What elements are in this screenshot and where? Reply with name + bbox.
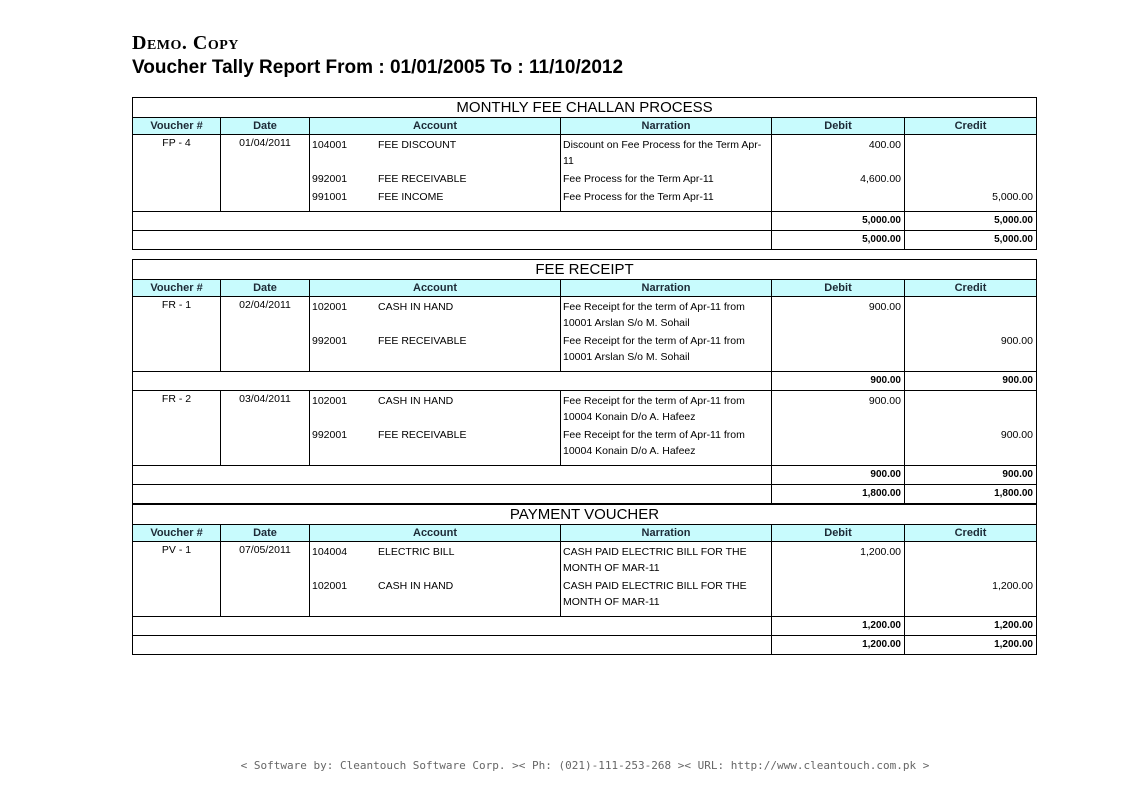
account-cell (310, 427, 560, 461)
total-spacer (133, 485, 772, 503)
account-cell (310, 393, 560, 427)
account-name: FEE RECEIVABLE (378, 429, 467, 441)
voucher-total-row (133, 617, 1036, 636)
column-header: Debit (772, 525, 905, 542)
debit-cell: 400.00 (868, 139, 901, 151)
column-header: Credit (905, 118, 1036, 135)
debit-cell (772, 333, 904, 367)
software-footer: < Software by: Cleantouch Software Corp. >< Ph: (021)-111-253-268 >< URL: http://www.cleantouch.com.pk > (240, 759, 930, 772)
credit-column (905, 297, 1036, 371)
account-column (310, 297, 561, 371)
voucher-total-debit: 1,200.00 (772, 617, 905, 635)
debit-cell (772, 578, 904, 612)
account-name: FEE INCOME (378, 191, 444, 203)
column-header: Credit (905, 280, 1036, 297)
account-code: 104001 (312, 139, 348, 151)
total-spacer (133, 466, 772, 484)
credit-cell (905, 171, 1036, 189)
section-total-credit: 1,800.00 (994, 488, 1033, 499)
column-header: Account (310, 525, 561, 542)
column-header-row (133, 118, 1036, 135)
debit-cell (772, 189, 904, 207)
account-cell (310, 544, 560, 578)
voucher-total-credit: 1,200.00 (994, 620, 1033, 631)
column-header: Date (221, 118, 310, 135)
column-header: Debit (772, 118, 905, 135)
voucher-row (133, 135, 1036, 212)
debit-cell (772, 427, 904, 461)
narration-cell: CASH PAID ELECTRIC BILL FOR THE MONTH OF MAR-11 (563, 580, 747, 608)
account-cell (310, 189, 560, 207)
account-name: CASH IN HAND (378, 301, 454, 313)
credit-cell (905, 299, 1036, 333)
account-cell (310, 171, 560, 189)
account-code: 992001 (312, 173, 348, 185)
column-header: Narration (561, 118, 772, 135)
column-header: Voucher # (133, 118, 221, 135)
total-spacer (133, 617, 772, 635)
voucher-number: FR - 1 (133, 297, 221, 371)
section-total-debit: 5,000.00 (772, 231, 905, 249)
column-header: Debit (772, 280, 905, 297)
debit-cell: 900.00 (868, 301, 901, 313)
account-code: 104004 (312, 546, 348, 558)
voucher-number: FR - 2 (133, 391, 221, 465)
total-spacer (133, 636, 772, 654)
voucher-total-row (133, 466, 1036, 485)
section-total-debit: 1,200.00 (772, 636, 905, 654)
section-total-row (133, 636, 1036, 654)
section-title: FEE RECEIPT (133, 260, 1036, 280)
narration-cell: Fee Receipt for the term of Apr-11 from 10001 Arslan S/o M. Sohail (563, 335, 745, 363)
narration-cell: Fee Receipt for the term of Apr-11 from 10001 Arslan S/o M. Sohail (563, 301, 745, 329)
debit-column (772, 542, 905, 616)
narration-column (561, 391, 772, 465)
account-code: 102001 (312, 301, 348, 313)
credit-cell: 900.00 (1000, 335, 1033, 347)
column-header: Narration (561, 280, 772, 297)
column-header: Narration (561, 525, 772, 542)
section-total-debit: 1,800.00 (772, 485, 905, 503)
account-code: 992001 (312, 429, 348, 441)
narration-column (561, 542, 772, 616)
account-cell (310, 578, 560, 612)
narration-column (561, 297, 772, 371)
account-code: 102001 (312, 580, 348, 592)
narration-column (561, 135, 772, 211)
section-total-row (133, 485, 1036, 503)
voucher-total-debit: 900.00 (772, 372, 905, 390)
account-name: FEE RECEIVABLE (378, 173, 467, 185)
account-column (310, 542, 561, 616)
account-name: CASH IN HAND (378, 580, 454, 592)
voucher-section (132, 97, 1037, 250)
account-cell (310, 333, 560, 367)
voucher-date: 01/04/2011 (221, 135, 310, 211)
credit-cell: 900.00 (1000, 429, 1033, 441)
voucher-total-credit: 900.00 (1002, 375, 1033, 386)
narration-cell: Fee Process for the Term Apr-11 (563, 191, 714, 203)
total-spacer (133, 212, 772, 230)
voucher-total-row (133, 212, 1036, 231)
voucher-total-credit: 900.00 (1002, 469, 1033, 480)
company-name: Demo. Copy (132, 32, 239, 54)
voucher-date: 07/05/2011 (221, 542, 310, 616)
voucher-total-debit: 900.00 (772, 466, 905, 484)
total-spacer (133, 231, 772, 249)
account-column (310, 391, 561, 465)
account-column (310, 135, 561, 211)
debit-cell: 4,600.00 (860, 173, 901, 185)
narration-cell: Discount on Fee Process for the Term Apr-11 (563, 139, 762, 167)
column-header: Account (310, 280, 561, 297)
column-header: Voucher # (133, 525, 221, 542)
voucher-total-credit: 5,000.00 (994, 215, 1033, 226)
account-name: FEE DISCOUNT (378, 139, 457, 151)
account-name: ELECTRIC BILL (378, 546, 455, 558)
credit-cell: 1,200.00 (992, 580, 1033, 592)
account-code: 102001 (312, 395, 348, 407)
voucher-number: FP - 4 (133, 135, 221, 211)
narration-cell: CASH PAID ELECTRIC BILL FOR THE MONTH OF MAR-11 (563, 546, 747, 574)
section-title: PAYMENT VOUCHER (133, 505, 1036, 525)
credit-cell (905, 544, 1036, 578)
credit-column (905, 391, 1036, 465)
column-header: Voucher # (133, 280, 221, 297)
voucher-row (133, 542, 1036, 617)
section-title: MONTHLY FEE CHALLAN PROCESS (133, 98, 1036, 118)
account-cell (310, 299, 560, 333)
narration-cell: Fee Receipt for the term of Apr-11 from 10004 Konain D/o A. Hafeez (563, 395, 745, 423)
account-code: 991001 (312, 191, 348, 203)
credit-cell (905, 137, 1036, 171)
voucher-section (132, 259, 1037, 504)
voucher-row (133, 297, 1036, 372)
account-code: 992001 (312, 335, 348, 347)
column-header-row (133, 525, 1036, 542)
debit-column (772, 391, 905, 465)
debit-cell: 1,200.00 (860, 546, 901, 558)
credit-column (905, 542, 1036, 616)
debit-cell: 900.00 (868, 395, 901, 407)
column-header: Date (221, 525, 310, 542)
voucher-total-debit: 5,000.00 (772, 212, 905, 230)
section-total-credit: 1,200.00 (994, 639, 1033, 650)
account-name: FEE RECEIVABLE (378, 335, 467, 347)
credit-column (905, 135, 1036, 211)
account-cell (310, 137, 560, 171)
debit-column (772, 297, 905, 371)
narration-cell: Fee Receipt for the term of Apr-11 from 10004 Konain D/o A. Hafeez (563, 429, 745, 457)
column-header-row (133, 280, 1036, 297)
section-total-credit: 5,000.00 (994, 234, 1033, 245)
section-total-row (133, 231, 1036, 249)
credit-cell: 5,000.00 (992, 191, 1033, 203)
column-header: Date (221, 280, 310, 297)
voucher-number: PV - 1 (133, 542, 221, 616)
report-title: Voucher Tally Report From : 01/01/2005 To : 11/10/2012 (132, 57, 624, 78)
voucher-date: 03/04/2011 (221, 391, 310, 465)
total-spacer (133, 372, 772, 390)
credit-cell (905, 393, 1036, 427)
column-header: Credit (905, 525, 1036, 542)
voucher-total-row (133, 372, 1036, 391)
account-name: CASH IN HAND (378, 395, 454, 407)
column-header: Account (310, 118, 561, 135)
voucher-date: 02/04/2011 (221, 297, 310, 371)
narration-cell: Fee Process for the Term Apr-11 (563, 173, 714, 185)
voucher-section (132, 504, 1037, 655)
voucher-row (133, 391, 1036, 466)
debit-column (772, 135, 905, 211)
